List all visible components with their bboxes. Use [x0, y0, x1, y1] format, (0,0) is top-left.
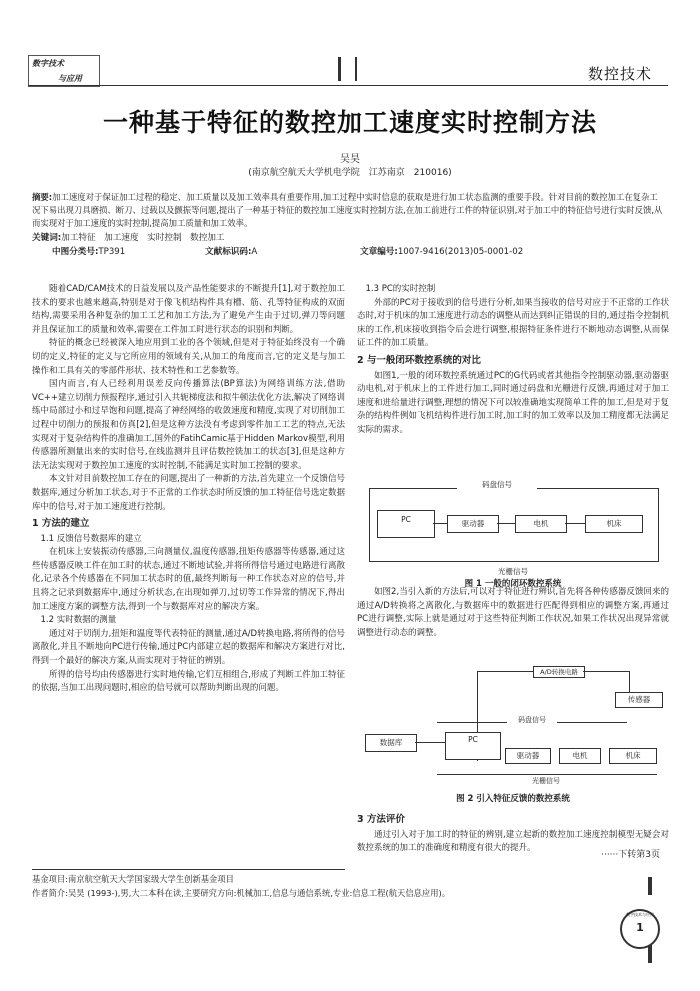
- section-label: 数控技术: [587, 65, 652, 83]
- subsection-heading: 1.1 反馈信号数据库的建立: [40, 533, 142, 544]
- keywords: [32, 231, 225, 243]
- connector: [629, 671, 630, 694]
- side-mark: [648, 945, 652, 963]
- encoder-signal-label: 码盘信号: [507, 715, 557, 725]
- left-column: [32, 283, 345, 696]
- footnote-rule: [32, 869, 345, 870]
- paragraph: 随着CAD/CAM技术的日益发展以及产品性能要求的不断提升[1],对于数控加工技术的要求也越来越高,特别是对于像飞机结构件具有槽、筋、孔等特征构成的双面结构,需要采用各种复杂的加工工艺和加工方法,为了避免产生由于过切,弹刀等问题并且保证加工的质量和效率,需要在工件加工时进行状态的识别和判断。: [32, 284, 345, 335]
- section-heading: 3 方法评价: [357, 814, 405, 825]
- paragraph: 通过引入对于加工时的特征的辨别,建立起新的数控加工速度控制模型无疑会对数控系统的加工的准确度和精度有很大的提升。: [357, 829, 669, 854]
- funding-note: 基金项目:南京航空航天大学国家级大学生创新基金项目: [32, 874, 234, 884]
- page-number: 1: [636, 921, 644, 934]
- abstract: [32, 191, 666, 230]
- database-box: 数据库: [365, 734, 417, 752]
- grating-signal-label: 光栅信号: [498, 567, 528, 576]
- keywords-label: 关键词:: [32, 233, 62, 243]
- arrow: [433, 523, 447, 524]
- connector: [437, 774, 657, 775]
- machine-box: 机床: [609, 748, 657, 764]
- grating-signal-label: 光栅信号: [532, 777, 560, 785]
- right-column-top: [357, 283, 669, 438]
- pc-box: PC: [445, 732, 501, 760]
- journal-logo-line1: 数字技术: [32, 59, 64, 68]
- figure-2: [357, 664, 669, 806]
- right-column-middle: [357, 586, 669, 640]
- article-number: 文章编号:1007-9416(2013)05-0001-02: [360, 247, 524, 257]
- abstract-label: 摘要:: [32, 192, 53, 202]
- document-code: 文献标识码:A: [205, 247, 258, 257]
- encoder-signal-label: 码盘信号: [457, 479, 537, 490]
- paragraph: 国内而言,有人已经利用误差反向传播算法(BP算法)为网络训练方法,借助VC++建立切削力预报程序,通过引入共轭梯度法和拟牛顿法优化方法,解决了网络训练中局部过小和过早饱和问题,提高了神经网络的收敛速度和精度,实现了对切削加工过程中切削力的预报和仿真[2],但是这种方法没有考虑到零件加工工艺的特点,无法实现对于复杂结构件的准确加工,国外的FatihCamic基于Hidden Markov模型,利用传感器所测量出来的实时信号,在线监测并且评估数控铣加工的状态[3],但是这种方法无法实现对于数控加工速度的实时控制,不能满足实时加工控制的要求。: [32, 379, 345, 471]
- author: 吴昊: [340, 154, 360, 165]
- header-rule: [28, 85, 668, 86]
- paragraph: 如图1,一般的闭环数控系统通过PC的G代码或者其他指令控制驱动器,驱动器驱动电机,对于机床上的工件进行加工,同时通过码盘和光栅进行反馈,再通过对于加工速度和进给量进行调整,理想的情况下可以较准确地实现简单工件的加工,但是对于复杂的结构件例如飞机结构件进行加工时,加工时的加工效率以及加工精度都无法满足实际的需求。: [357, 370, 669, 435]
- machine-box: 机床: [585, 515, 643, 533]
- paragraph: 通过对于切削力,扭矩和温度等代表特征的测量,通过A/D转换电路,将所得的信号离散化,并且不断地向PC进行传输,通过PC内部建立起的数据库和解决方案进行对比,得到一个最好的解决方案,从而实现对于特征的辨别。: [32, 628, 345, 667]
- driver-box: 驱动器: [505, 748, 551, 764]
- arrow: [565, 523, 585, 524]
- paragraph: 外部的PC对于接收到的信号进行分析,如果当接收的信号对应于不正常的工作状态时,对于机床的加工速度进行动态的调整从而达到纠正错误的目的,通过指令控制机床的工作,机床接收到指令后会进行调整,根据特征条件进行不断地动态调整,从而保证工件的加工质量。: [357, 297, 669, 349]
- section-heading: 1 方法的建立: [32, 518, 90, 530]
- author-bio: 作者简介:吴昊 (1993-),男,大二本科在读,主要研究方向:机械加工,信息与通信系统,专业:信息工程(航天信息应用)。: [32, 888, 451, 898]
- pc-box: PC: [377, 510, 435, 538]
- figure-1: [357, 478, 669, 590]
- connector: [477, 671, 533, 672]
- paragraph: 所得的信号均由传感器进行实时地传输,它们互相组合,形成了判断工件加工特征的依据,当加工出现问题时,相应的信号就可以帮助判断出现的问题。: [32, 669, 345, 694]
- section-heading: 2 与一般闭环数控系统的对比: [357, 354, 481, 366]
- driver-box: 驱动器: [447, 515, 499, 533]
- paragraph: 特征的概念已经被深入地应用到工业的各个领域,但是对于特征始终没有一个确切的定义,特征的定义与它所应用的领域有关,从加工的角度而言,它的定义是与加工操作和工具有关的零部件形状、技术特性和工艺参数等。: [32, 338, 345, 376]
- motor-box: 电机: [515, 515, 567, 533]
- article-title: 一种基于特征的数控加工速度实时控制方法: [102, 108, 597, 137]
- header-divider: [355, 57, 357, 81]
- affiliation: (南京航空航天大学机电学院 江苏南京 210016): [248, 168, 452, 178]
- continued-note: ······下转第3页: [601, 850, 660, 860]
- side-mark: [648, 877, 652, 895]
- paragraph: 本文针对目前数控加工存在的问题,提出了一种新的方法,首先建立一个反馈信号数据库,通过分析加工状态,对于不正常的工作状态时所反馈的加工特征信号选定数据库中的信号,对于加工速度进行控制。: [32, 474, 345, 512]
- arrow: [497, 523, 515, 524]
- paragraph: 如图2,当引入新的方法后,可以对于特征进行辨识,首先将各种传感器反馈回来的通过A/D转换将之离散化,与数据库中的数据进行匹配得到相应的调整方案,再通过PC进行调整,实际上就是通过对于这些特征判断工作状况,如果工作状况出现异常就调整进行动态的调整。: [357, 587, 669, 638]
- subsection-heading: 1.3 PC的实时控制: [365, 284, 436, 294]
- keywords-text: 加工特征 加工速度 实时控制 数控加工: [61, 233, 225, 243]
- subsection-heading: 1.2 实时数据的测量: [40, 615, 117, 626]
- abstract-text: 加工速度对于保证加工过程的稳定、加工质量以及加工效率具有重要作用,加工过程中实时信息的获取是进行加工状态监测的重要手段。针对目前的数控加工在复杂工况下易出现刀具磨损、断刀、过载以及颤振等问题,提出了一种基于特征的数控加工速度实时控制方法,在加工前进行工件的特征识别,对于加工中的特征信号进行实时反馈,从而实现对于加工速度的实时控制,提高加工质量和加工效率。: [32, 192, 663, 228]
- connector: [583, 671, 629, 672]
- figure-2-caption: 图 2 引入特征反馈的数控系统: [456, 794, 570, 804]
- arrow: [415, 742, 445, 743]
- journal-logo-line2: 与应用: [58, 74, 82, 83]
- page-seal-text: 数字技术与应用: [626, 912, 654, 917]
- figure-1-caption: 图 1 一般的闭环数控系统: [464, 579, 562, 589]
- ad-converter-box: A/D转换电路: [533, 666, 585, 678]
- motor-box: 电机: [559, 748, 601, 764]
- paragraph: 在机床上安装振动传感器,三向测量仪,温度传感器,扭矩传感器等传感器,通过这些传感器反映工件在加工时的状态,通过不断地试验,并将所得信号通过电路进行离散化,记录各个传感器在不同加工状态时的值,最终判断每一种工作状态对应的信号,并且将之记录到数据库中,通过分析状态,在出现如弹刀,过切等工作异常的情况下,得出加工速度方案的调整方法,得到一个与数据库对应的解决方案。: [32, 547, 345, 612]
- clc-number: 中图分类号:TP391: [52, 247, 126, 257]
- header-divider: [338, 57, 341, 81]
- sensor-box: 传感器: [615, 692, 663, 708]
